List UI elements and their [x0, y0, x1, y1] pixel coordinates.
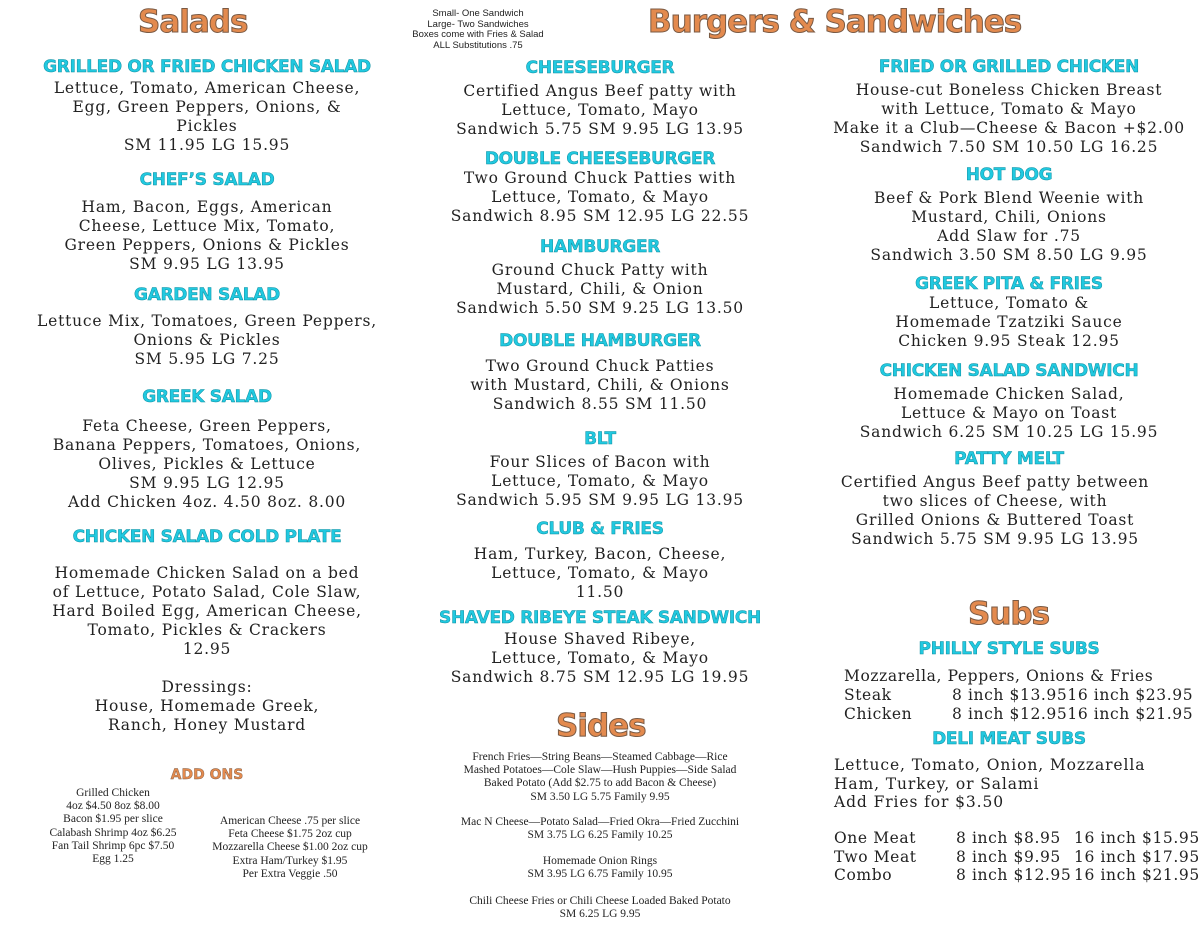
menu-line: with Lettuce, Tomato & Mayo — [881, 100, 1137, 118]
menu-item-description — [400, 357, 800, 414]
menu-line: Two Ground Chuck Patties with — [463, 169, 737, 187]
menu-line: House-cut Boneless Chicken Breast — [855, 81, 1163, 99]
menu-line: two slices of Cheese, with — [882, 492, 1108, 510]
notice-line: ALL Substitutions .75 — [433, 39, 523, 51]
addon-item: Fan Tail Shrimp 6pc $7.50 — [51, 839, 175, 852]
menu-item-heading: CLUB & FRIES — [536, 519, 664, 539]
addon-item: Bacon $1.95 per slice — [63, 813, 163, 826]
addon-item: Extra Ham/Turkey $1.95 — [232, 854, 348, 867]
menu-price: Sandwich 5.95 SM 9.95 LG 13.95 — [456, 491, 744, 509]
addon-item: 4oz $4.50 8oz $8.00 — [66, 800, 160, 813]
menu-line: Lettuce Mix, Tomatoes, Green Peppers, — [37, 312, 377, 330]
menu-price: Sandwich 5.75 SM 9.95 LG 13.95 — [456, 120, 744, 138]
salad-description — [4, 79, 410, 155]
salads-title: Salads — [138, 4, 248, 40]
side-line: French Fries—String Beans—Steamed Cabbage—Rice — [472, 751, 728, 763]
menu-price: Sandwich 7.50 SM 10.50 LG 16.25 — [859, 138, 1159, 156]
menu-item-description — [400, 453, 800, 510]
menu-price: 11.50 — [575, 583, 625, 601]
addon-item: Calabash Shrimp 4oz $6.25 — [49, 826, 177, 839]
addon-item: Feta Cheese $1.75 2oz cup — [228, 828, 352, 841]
menu-line: Tomato, Pickles & Crackers — [87, 621, 327, 639]
menu-line: House Shaved Ribeye, — [503, 630, 697, 648]
price-16inch: 16 inch $23.95 — [1067, 686, 1194, 705]
salad-heading: GRILLED OR FRIED CHICKEN SALAD — [43, 57, 371, 77]
price-8inch: 8 inch $9.95 — [956, 847, 1061, 866]
dressings-label: Dressings: — [161, 678, 253, 696]
menu-line: Ham, Turkey, Bacon, Cheese, — [473, 545, 727, 563]
menu-price: Add Chicken 4oz. 4.50 8oz. 8.00 — [67, 493, 347, 511]
side-price: SM 3.75 LG 6.25 Family 10.25 — [527, 829, 673, 842]
menu-line: Onions & Pickles — [133, 331, 281, 349]
menu-item-heading: DOUBLE HAMBURGER — [499, 331, 701, 351]
menu-line: Homemade Chicken Salad on a bed — [54, 564, 360, 582]
addon-item: American Cheese .75 per slice — [219, 815, 361, 827]
salad-heading: CHEF’S SALAD — [139, 170, 275, 190]
price-16inch: 16 inch $15.95 — [1074, 829, 1200, 848]
addons-right-list — [190, 815, 390, 881]
price-label: Two Meat — [834, 847, 917, 866]
menu-line: Lettuce, Tomato, & Mayo — [491, 188, 709, 206]
menu-line: Lettuce & Mayo on Toast — [900, 404, 1118, 422]
menu-line: Hard Boiled Egg, American Cheese, — [52, 602, 362, 620]
price-row — [844, 686, 1193, 705]
menu-line: Make it a Club—Cheese & Bacon +$2.00 — [833, 119, 1185, 137]
sides-title: Sides — [556, 708, 646, 744]
price-label: Chicken — [844, 704, 913, 723]
menu-line: Homemade Tzatziki Sauce — [895, 313, 1123, 331]
side-price: SM 3.95 LG 6.75 Family 10.95 — [527, 868, 673, 881]
notice-line: Small- One Sandwich — [432, 8, 524, 19]
menu-line: Cheese, Lettuce Mix, Tomato, — [78, 217, 336, 235]
menu-line: Lettuce, Tomato & — [929, 294, 1089, 312]
menu-line: Four Slices of Bacon with — [489, 453, 711, 471]
menu-item-heading: CHICKEN SALAD SANDWICH — [879, 361, 1139, 381]
menu-item-heading: PATTY MELT — [954, 449, 1064, 469]
subs-title: Subs — [968, 596, 1050, 632]
menu-line: Lettuce, Tomato, & Mayo — [491, 564, 709, 582]
menu-line: Add Fries for $3.50 — [834, 793, 1005, 811]
addons-left-list — [18, 787, 208, 866]
menu-line: Ham, Turkey, or Salami — [834, 774, 1040, 793]
menu-line: Two Ground Chuck Patties — [485, 357, 715, 375]
price-label: Steak — [844, 686, 892, 705]
salad-heading: CHICKEN SALAD COLD PLATE — [72, 527, 342, 547]
menu-price: Sandwich 6.25 SM 10.25 LG 15.95 — [859, 423, 1159, 441]
salad-description — [4, 545, 410, 735]
menu-item-description — [810, 294, 1200, 351]
menu-line: Olives, Pickles & Lettuce — [98, 455, 316, 473]
menu-line: Banana Peppers, Tomatoes, Onions, — [52, 436, 362, 454]
menu-item-description — [810, 385, 1200, 442]
menu-price: Sandwich 8.95 SM 12.95 LG 22.55 — [450, 207, 750, 225]
salad-heading: GREEK SALAD — [142, 387, 272, 407]
menu-price: Sandwich 5.50 SM 9.25 LG 13.50 — [456, 299, 744, 317]
menu-item-description — [796, 473, 1194, 549]
price-8inch: 8 inch $8.95 — [956, 829, 1061, 848]
menu-price: Sandwich 3.50 SM 8.50 LG 9.95 — [870, 246, 1148, 264]
addon-item: Per Extra Veggie .50 — [242, 867, 338, 880]
menu-line: Mustard, Chili, Onions — [911, 208, 1107, 226]
menu-line: Certified Angus Beef patty between — [840, 473, 1150, 491]
notice-line: Large- Two Sandwiches — [427, 18, 529, 30]
menu-price: Chicken 9.95 Steak 12.95 — [898, 332, 1120, 350]
price-8inch: 8 inch $12.95 — [956, 866, 1072, 885]
addons-title: ADD ONS — [170, 767, 244, 783]
menu-line: Green Peppers, Onions & Pickles — [64, 236, 350, 254]
price-16inch: 16 inch $21.95 — [1067, 704, 1194, 723]
menu-line: Ground Chuck Patty with — [491, 261, 709, 279]
menu-item-description — [400, 261, 800, 318]
menu-line: Egg, Green Peppers, Onions, & — [72, 98, 342, 116]
menu-line — [4, 659, 410, 678]
menu-item-heading: GREEK PITA & FRIES — [915, 274, 1103, 294]
deli-description — [834, 756, 1145, 812]
menu-price: SM 5.95 LG 7.25 — [134, 350, 280, 368]
menu-line: Lettuce, Tomato, Onion, Mozzarella — [834, 756, 1146, 774]
menu-item-description — [400, 545, 800, 602]
price-row — [834, 848, 1200, 867]
menu-line: Lettuce, Tomato, American Cheese, — [53, 79, 361, 97]
menu-item-heading: HOT DOG — [965, 165, 1053, 185]
burgers-title: Burgers & Sandwiches — [648, 4, 1022, 40]
menu-item-heading: FRIED OR GRILLED CHICKEN — [878, 57, 1140, 77]
menu-item-description — [400, 82, 800, 139]
menu-line: Homemade Chicken Salad, — [893, 385, 1125, 403]
salad-description — [4, 312, 410, 369]
price-row — [834, 866, 1200, 885]
menu-line: Add Slaw for .75 — [937, 227, 1081, 245]
menu-line: Feta Cheese, Green Peppers, — [82, 417, 332, 435]
menu-item-heading: CHEESEBURGER — [525, 58, 675, 78]
side-price: SM 6.25 LG 9.95 — [559, 908, 641, 921]
side-line: Mashed Potatoes—Cole Slaw—Hush Puppies—Side Salad — [463, 764, 737, 777]
menu-price: SM 9.95 LG 13.95 — [129, 255, 285, 273]
menu-line: with Mustard, Chili, & Onions — [470, 376, 730, 394]
menu-item-heading: BLT — [584, 429, 616, 449]
menu-line: Pickles — [176, 117, 238, 135]
price-8inch: 8 inch $12.95 — [952, 704, 1068, 723]
salad-description — [4, 198, 410, 274]
deli-price-table — [834, 829, 1200, 885]
menu-price: Sandwich 5.75 SM 9.95 LG 13.95 — [851, 530, 1139, 548]
menu-line: of Lettuce, Potato Salad, Cole Slaw, — [52, 583, 362, 601]
menu-item-heading: HAMBURGER — [539, 237, 661, 257]
menu-item-heading: DOUBLE CHEESEBURGER — [484, 149, 716, 169]
side-line: Mac N Cheese—Potato Salad—Fried Okra—Fried Zucchini — [460, 816, 740, 828]
menu-line: Ranch, Honey Mustard — [107, 716, 307, 734]
menu-item-description — [810, 189, 1200, 265]
side-line: Chili Cheese Fries or Chili Cheese Loaded Baked Potato — [469, 895, 731, 907]
price-8inch: 8 inch $13.95 — [952, 686, 1068, 705]
menu-line: Certified Angus Beef patty with — [463, 82, 737, 100]
menu-line: Beef & Pork Blend Weenie with — [873, 189, 1145, 207]
menu-line — [4, 545, 410, 564]
menu-line: Lettuce, Tomato, Mayo — [501, 101, 699, 119]
side-line: Homemade Onion Rings — [542, 855, 658, 867]
sides-group — [412, 816, 788, 842]
philly-description: Mozzarella, Peppers, Onions & Fries — [844, 667, 1154, 685]
notice-line: Boxes come with Fries & Salad — [412, 29, 544, 40]
price-16inch: 16 inch $17.95 — [1074, 847, 1200, 866]
order-notice — [398, 9, 558, 51]
sides-group — [412, 751, 788, 804]
philly-price-table — [844, 686, 1193, 723]
side-line: Baked Potato (Add $2.75 to add Bacon & Cheese) — [483, 777, 717, 790]
price-row — [834, 829, 1200, 848]
addon-item: Grilled Chicken — [76, 787, 150, 799]
addon-item: Mozzarella Cheese $1.00 2oz cup — [212, 841, 368, 854]
menu-item-heading: SHAVED RIBEYE STEAK SANDWICH — [439, 608, 761, 628]
menu-item-description — [810, 81, 1200, 157]
price-label: One Meat — [834, 829, 917, 848]
price-16inch: 16 inch $21.95 — [1074, 866, 1200, 885]
sides-group — [412, 855, 788, 881]
menu-line: Grilled Onions & Buttered Toast — [855, 511, 1135, 529]
menu-line: Ham, Bacon, Eggs, American — [81, 198, 333, 216]
menu-price: SM 11.95 LG 15.95 — [123, 136, 291, 154]
menu-line: House, Homemade Greek, — [94, 697, 320, 715]
menu-price: Sandwich 8.55 SM 11.50 — [492, 395, 708, 413]
menu-item-description — [400, 169, 800, 226]
salad-description — [4, 417, 410, 512]
subs-heading: DELI MEAT SUBS — [932, 729, 1086, 749]
subs-heading: PHILLY STYLE SUBS — [918, 639, 1100, 659]
menu-line: Lettuce, Tomato, & Mayo — [491, 649, 709, 667]
menu-item-description — [400, 630, 800, 687]
menu-price: 12.95 — [182, 640, 232, 658]
price-label: Combo — [834, 866, 893, 885]
menu-line: Lettuce, Tomato, & Mayo — [491, 472, 709, 490]
addon-item: Egg 1.25 — [92, 853, 134, 866]
side-price: SM 3.50 LG 5.75 Family 9.95 — [530, 790, 670, 803]
price-row — [844, 705, 1193, 724]
menu-line: Mustard, Chili, & Onion — [496, 280, 704, 298]
salad-heading: GARDEN SALAD — [134, 285, 280, 305]
menu-price: Sandwich 8.75 SM 12.95 LG 19.95 — [450, 668, 750, 686]
sides-group — [412, 895, 788, 921]
menu-price: SM 9.95 LG 12.95 — [129, 474, 285, 492]
